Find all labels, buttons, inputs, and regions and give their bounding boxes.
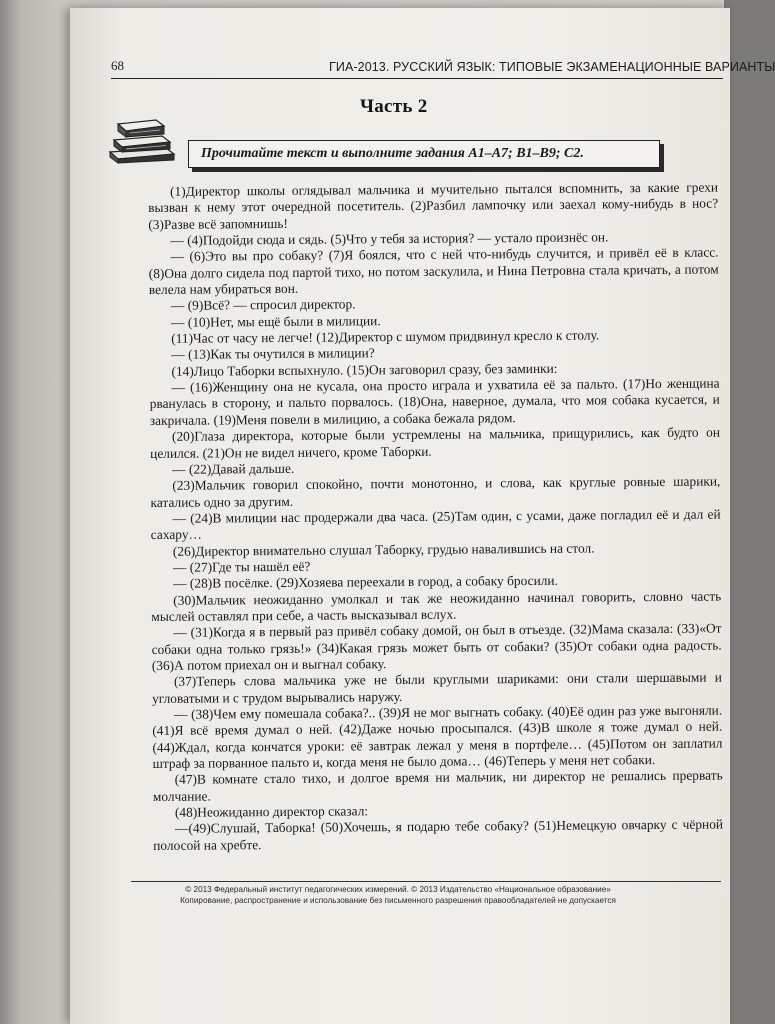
page-number: 68 xyxy=(111,58,124,73)
paragraph: —(49)Слушай, Таборка! (50)Хочешь, я подарю тебе собаку? (51)Немецкую овчарку с чёрной полосой на хребте. xyxy=(153,816,724,853)
task-instruction: Прочитайте текст и выполните задания A1–A7; B1–B9; C2. xyxy=(201,146,584,161)
paragraph: (14)Лицо Таборки вспыхнуло. (15)Он заговорил сразу, без заминки: xyxy=(171,360,558,379)
copyright-notice: Копирование, распространение и использование без письменного разрешения правообладателей не допускается xyxy=(180,895,616,905)
paragraph: (37)Теперь слова мальчика уже не были круглыми шариками: они стали шершавыми и угловатыми и с трудом вырывались наружу. xyxy=(151,669,722,706)
paragraph: (30)Мальчик неожиданно умолкал и так же неожиданно начинал говорить, словно часть мыслей оставлял при себе, а часть высказывал вслух. xyxy=(151,588,722,624)
header-divider xyxy=(111,78,723,79)
paragraph: (47)В комнате стало тихо, и долгое время ни мальчик, ни директор не решались прервать молчание. xyxy=(152,767,723,804)
paragraph: — (27)Где ты нашёл её? xyxy=(172,558,311,575)
paragraph: (48)Неожиданно директор сказал: xyxy=(174,803,369,820)
paragraph: — (28)В посёлке. (29)Хозяева переехали в город, а собаку бросили. xyxy=(173,573,558,592)
paragraph: — (6)Это вы про собаку? (7)Я боялся, что с ней что-нибудь случится, и привёл её в класс. (8)Она долго сидела под партой тихо, но потом заскулила, и Нина Петровна стала кричать, а потом велела нам убираться вон. xyxy=(148,244,719,298)
copyright-line: © 2013 Федеральный институт педагогических измерений. © 2013 Издательство «Национальное образование» xyxy=(185,885,611,894)
paragraph: — (13)Как ты очутился в милиции? xyxy=(171,345,375,363)
task-instruction-box xyxy=(188,140,660,168)
reading-text xyxy=(148,180,723,855)
paragraph: — (10)Нет, мы ещё были в милиции. xyxy=(171,312,381,330)
paragraph: (1)Директор школы оглядывал мальчика и мучительно пытался вспомнить, за какие грехи вызван к нему этот очередной посетитель. (2)Разбил лампочку или заехал кому-нибудь в нос? (3)Разве всё запомнишь! xyxy=(148,179,719,232)
copyright-footer xyxy=(148,885,648,906)
paragraph: — (4)Подойди сюда и сядь. (5)Что у тебя за история? — устало произнёс он. xyxy=(170,229,609,248)
paragraph: — (22)Давай дальше. xyxy=(172,460,295,477)
paragraph: (11)Час от часу не легче! (12)Директор с шумом придвинул кресло к столу. xyxy=(171,327,600,346)
book-title: ГИА-2013. РУССКИЙ ЯЗЫК: ТИПОВЫЕ ЭКЗАМЕНАЦИОННЫЕ ВАРИАНТЫ xyxy=(329,60,775,74)
paragraph: — (24)В милиции нас продержали два часа. (25)Там один, с усами, даже погладил её и дал ей сахару… xyxy=(150,506,721,543)
part-title: Часть 2 xyxy=(360,96,428,117)
paragraph: (26)Директор внимательно слушал Таборку, грудью навалившись на стол. xyxy=(172,540,595,559)
paragraph: — (38)Чем ему помешала собака?.. (39)Я не мог выгнать собаку. (40)Её один раз уже выгоняли. (41)Я всё время думал о ней. (42)Даже ночью просыпался. (43)В школе я тоже думал о ней. (44)Ждал, когда кончатся уроки: её завтрак лежал у меня в портфеле… (45)Потом он заплатил штраф за порванное пальто и, когда меня не было дома… (46)Теперь у меня нет собаки. xyxy=(152,702,723,772)
paragraph: — (9)Всё? — спросил директор. xyxy=(170,296,356,314)
paragraph: — (31)Когда я в первый раз привёл собаку домой, он был в отъезде. (32)Мама сказала: (33)«От собаки одна только грязь!» (34)Какая грязь может быть от собаки? (35)От собаки одна радость. (36)А потом приехал он и выгнал собаку. xyxy=(151,620,722,673)
stack-of-books-icon xyxy=(104,116,182,164)
paragraph: — (16)Женщину она не кусала, она просто играла и ухватила её за пальто. (17)Но женщина рванулась в сторону, и пальто порвалось. (18)Она, наверное, думала, что моя собака кусается, и закричала. (19)Меня повели в милицию, а собака бежала рядом. xyxy=(149,375,720,428)
paragraph: (20)Глаза директора, которые были устремлены на мальчика, прищурились, как будто он целился. (21)Он не видел ничего, кроме Таборки. xyxy=(150,424,721,461)
paragraph: (23)Мальчик говорил спокойно, почти монотонно, и слова, как круглые ровные шарики, катались одно за другим. xyxy=(150,473,721,510)
footer-divider xyxy=(131,881,721,882)
